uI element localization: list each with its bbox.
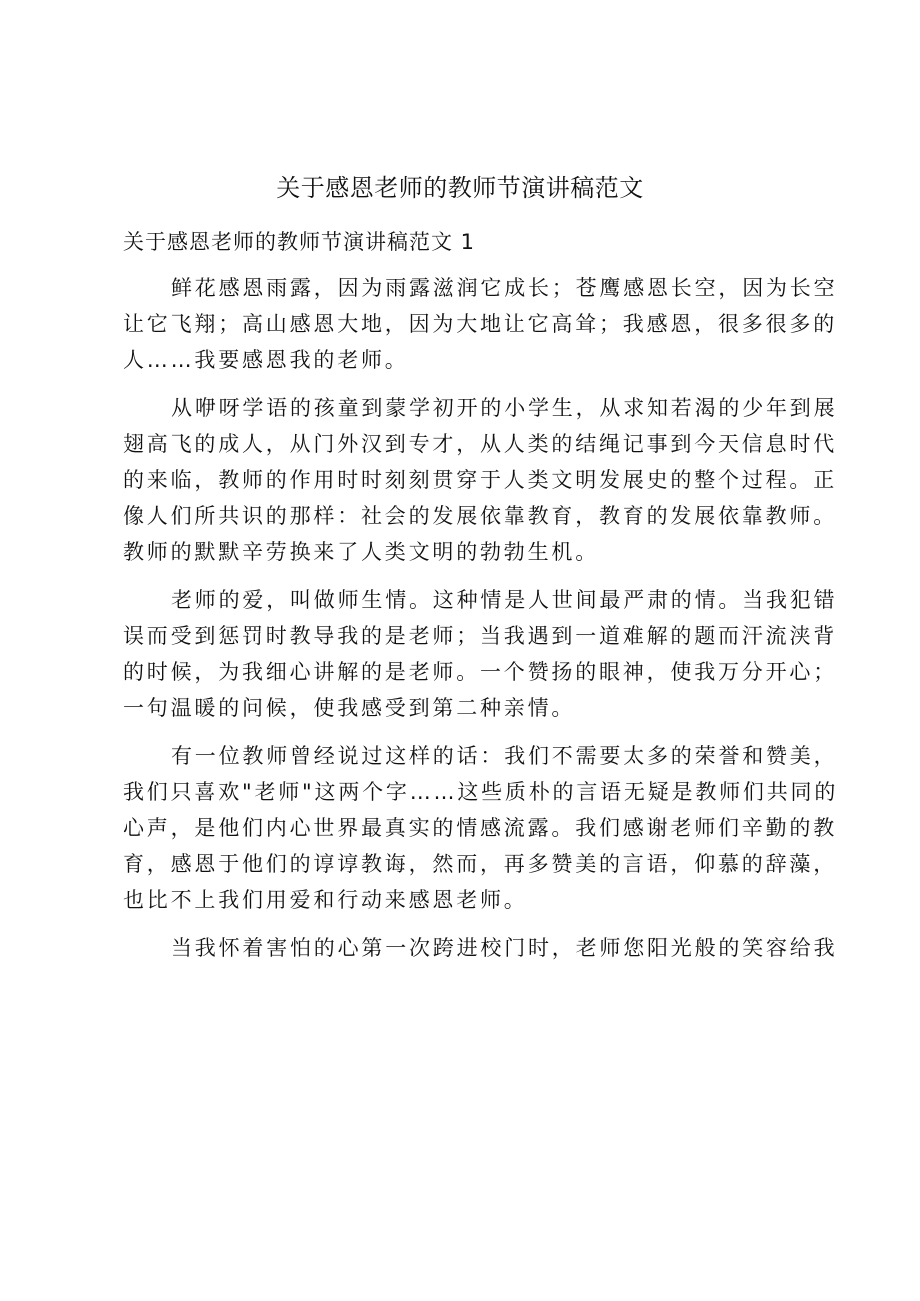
paragraph-line: 鲜花感恩雨露，因为雨露滋润它成长；苍鹰感恩长空，因为长空: [171, 276, 838, 300]
paragraph-line: 我们只喜欢"老师"这两个字……这些质朴的言语无疑是教师们共同的: [123, 780, 839, 804]
paragraph-1: [123, 270, 838, 378]
paragraph-line: 心声，是他们内心世界最真实的情感流露。我们感谢老师们辛勤的教: [123, 816, 837, 840]
paragraph-line: 的时候，为我细心讲解的是老师。一个赞扬的眼神，使我万分开心；: [123, 660, 837, 684]
paragraph-line: 像人们所共识的那样：社会的发展依靠教育，教育的发展依靠教师。: [123, 504, 837, 528]
paragraph-line: 有一位教师曾经说过这样的话：我们不需要太多的荣誉和赞美，: [171, 744, 838, 768]
paragraph-line: 当我怀着害怕的心第一次跨进校门时，老师您阳光般的笑容给我: [171, 936, 838, 960]
paragraph-4: [123, 738, 839, 918]
paragraph-2: [123, 390, 838, 570]
paragraph-line: 育，感恩于他们的谆谆教诲，然而，再多赞美的言语，仰慕的辞藻，: [123, 852, 837, 876]
paragraph-line: 从咿呀学语的孩童到蒙学初开的小学生，从求知若渴的少年到展: [171, 396, 838, 420]
paragraph-line: 一句温暖的问候，使我感受到第二种亲情。: [123, 696, 576, 720]
section-heading: 关于感恩老师的教师节演讲稿范文 1: [123, 230, 476, 254]
paragraph-5: [123, 930, 838, 966]
paragraph-3: [123, 582, 838, 726]
paragraph-line: 的来临，教师的作用时时刻刻贯穿于人类文明发展史的整个过程。正: [123, 468, 837, 492]
paragraph-line: 误而受到惩罚时教导我的是老师；当我遇到一道难解的题而汗流浃背: [123, 624, 837, 648]
paragraph-line: 老师的爱，叫做师生情。这种情是人世间最严肃的情。当我犯错: [171, 588, 838, 612]
paragraph-line: 人……我要感恩我的老师。: [123, 348, 409, 372]
document-title: 关于感恩老师的教师节演讲稿范文: [276, 174, 644, 202]
paragraph-line: 让它飞翔；高山感恩大地，因为大地让它高耸；我感恩，很多很多的: [123, 312, 837, 336]
paragraph-line: 教师的默默辛劳换来了人类文明的勃勃生机。: [123, 540, 599, 564]
paragraph-line: 翅高飞的成人，从门外汉到专才，从人类的结绳记事到今天信息时代: [123, 432, 837, 456]
paragraph-line: 也比不上我们用爱和行动来感恩老师。: [123, 888, 528, 912]
document-body: [123, 270, 839, 978]
